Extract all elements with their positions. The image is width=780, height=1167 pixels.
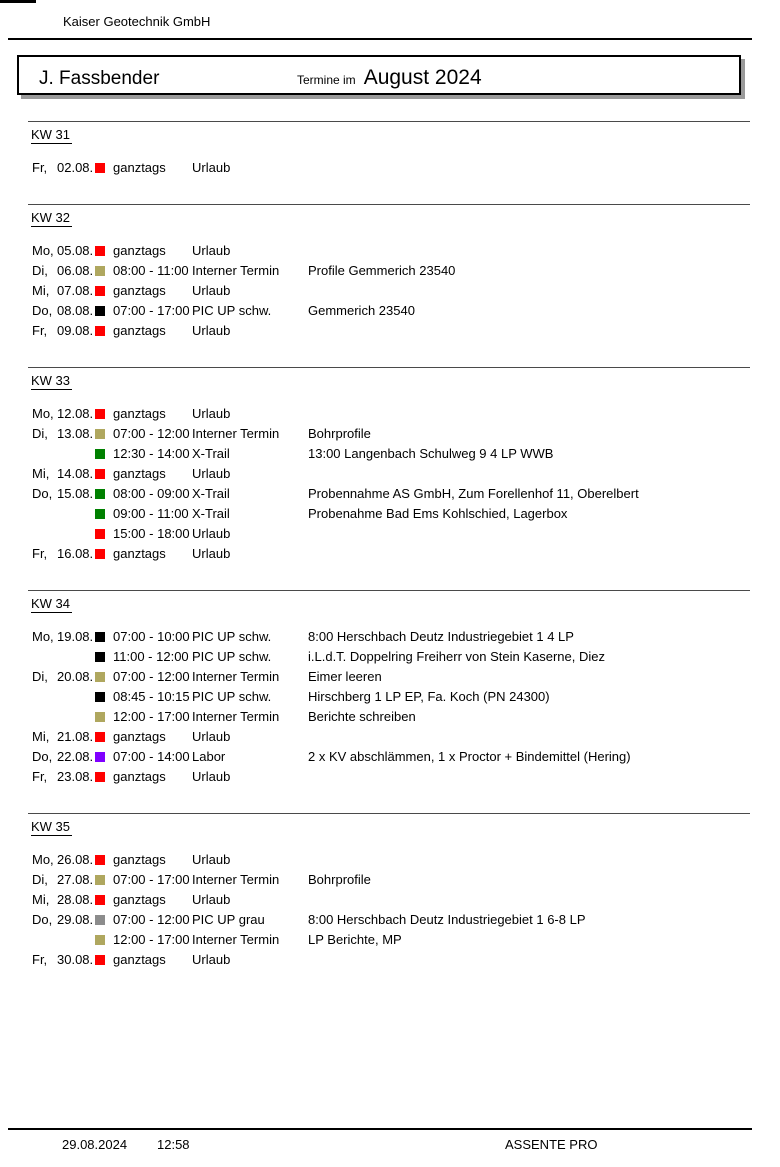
date-cell [57,687,95,707]
appointment-row [32,261,750,281]
day-cell: Di, [32,669,48,684]
type-cell: Urlaub [192,283,231,298]
appointment-row [32,464,750,484]
type-cell: PIC UP grau [192,912,265,927]
type-cell: X-Trail [192,446,230,461]
day-cell: Fr, [32,769,48,784]
description-cell: 13:00 Langenbach Schulweg 9 4 LP WWB [308,446,554,461]
description-cell: Bohrprofile [308,872,371,887]
day-cell: Di, [32,263,48,278]
day-cell [32,524,57,544]
description-cell: Hirschberg 1 LP EP, Fa. Koch (PN 24300) [308,689,550,704]
day-cell [32,930,57,950]
appointment-row [32,404,750,424]
type-cell: Urlaub [192,852,231,867]
category-color-swatch [95,489,105,499]
week-rows [28,404,750,564]
appointment-row [32,747,750,767]
appointment-row [32,930,750,950]
description-cell: LP Berichte, MP [308,932,402,947]
appointment-row [32,950,750,970]
category-color-swatch [95,895,105,905]
appointment-row [32,544,750,564]
description-cell: i.L.d.T. Doppelring Freiherr von Stein Kaserne, Diez [308,649,605,664]
date-cell: 08.08. [57,303,94,318]
type-cell: PIC UP schw. [192,689,272,704]
description-cell [308,727,750,747]
week-rows [28,241,750,341]
appointment-row [32,524,750,544]
time-cell: 09:00 - 11:00 [113,506,189,521]
day-cell: Mi, [32,892,50,907]
date-cell: 13.08. [57,426,94,441]
description-cell [308,241,750,261]
category-color-swatch [95,875,105,885]
day-cell: Mi, [32,283,50,298]
title-month: August 2024 [363,66,482,89]
day-cell [32,647,57,667]
category-color-swatch [95,409,105,419]
category-color-swatch [95,326,105,336]
date-cell: 30.08. [57,952,94,967]
type-cell: Urlaub [192,406,231,421]
time-cell: ganztags [113,243,166,258]
description-cell: Bohrprofile [308,426,371,441]
description-cell: 8:00 Herschbach Deutz Industriegebiet 1 6-8 LP [308,912,586,927]
description-cell [308,524,750,544]
time-cell: 15:00 - 18:00 [113,526,190,541]
type-cell: Interner Termin [192,426,280,441]
day-cell: Di, [32,872,48,887]
category-color-swatch [95,732,105,742]
appointment-row [32,707,750,727]
category-color-swatch [95,692,105,702]
category-color-swatch [95,752,105,762]
day-cell: Do, [32,303,53,318]
week-label: KW 31 [31,127,71,142]
time-cell: ganztags [113,892,166,907]
type-cell: Interner Termin [192,709,280,724]
date-cell: 07.08. [57,283,94,298]
appointment-row [32,890,750,910]
day-cell [32,504,57,524]
company-name: Kaiser Geotechnik GmbH [63,14,211,29]
time-cell: 07:00 - 17:00 [113,872,190,887]
description-cell: Gemmerich 23540 [308,303,415,318]
appointment-row [32,687,750,707]
time-cell: 12:30 - 14:00 [113,446,190,461]
title-prefix: Termine im [297,73,356,87]
description-cell [308,464,750,484]
category-color-swatch [95,935,105,945]
category-color-swatch [95,672,105,682]
time-cell: ganztags [113,160,166,175]
description-cell: 8:00 Herschbach Deutz Industriegebiet 1 4 LP [308,629,574,644]
date-cell: 19.08. [57,629,94,644]
type-cell: Urlaub [192,323,231,338]
category-color-swatch [95,449,105,459]
date-cell: 09.08. [57,323,94,338]
week-section [28,590,750,813]
day-cell: Mo, [32,629,54,644]
date-cell: 15.08. [57,486,94,501]
day-cell: Do, [32,749,53,764]
category-color-swatch [95,246,105,256]
appointment-row [32,850,750,870]
type-cell: Urlaub [192,769,231,784]
week-rows [28,850,750,970]
category-color-swatch [95,955,105,965]
day-cell: Mi, [32,466,50,481]
description-cell: Probenahme Bad Ems Kohlschied, Lagerbox [308,506,568,521]
appointment-row [32,627,750,647]
description-cell [308,404,750,424]
time-cell: ganztags [113,852,166,867]
category-color-swatch [95,529,105,539]
date-cell: 12.08. [57,406,94,421]
type-cell: Urlaub [192,160,231,175]
title-box [17,55,741,95]
weeks [0,121,780,996]
description-cell [308,850,750,870]
date-cell: 27.08. [57,872,94,887]
scan-artifact-top-left [0,0,36,3]
date-cell: 26.08. [57,852,94,867]
time-cell: 07:00 - 17:00 [113,303,190,318]
date-cell: 02.08. [57,160,94,175]
date-cell: 22.08. [57,749,94,764]
description-cell: Berichte schreiben [308,709,416,724]
appointment-row [32,424,750,444]
time-cell: ganztags [113,466,166,481]
category-color-swatch [95,306,105,316]
day-cell: Mo, [32,243,54,258]
time-cell: 08:00 - 09:00 [113,486,190,501]
category-color-swatch [95,652,105,662]
time-cell: 07:00 - 12:00 [113,426,190,441]
type-cell: Interner Termin [192,263,280,278]
week-section [28,121,750,204]
day-cell: Fr, [32,323,48,338]
date-cell: 14.08. [57,466,94,481]
week-rows [28,158,750,178]
week-rows [28,627,750,787]
category-color-swatch [95,163,105,173]
description-cell: Eimer leeren [308,669,382,684]
day-cell: Mi, [32,729,50,744]
date-cell: 06.08. [57,263,94,278]
week-label: KW 32 [31,210,71,225]
date-cell: 28.08. [57,892,94,907]
appointment-row [32,504,750,524]
type-cell: PIC UP schw. [192,649,272,664]
type-cell: PIC UP schw. [192,629,272,644]
time-cell: 07:00 - 12:00 [113,669,190,684]
type-cell: Urlaub [192,243,231,258]
type-cell: Urlaub [192,952,231,967]
day-cell: Di, [32,426,48,441]
type-cell: Urlaub [192,892,231,907]
appointment-row [32,910,750,930]
description-cell [308,890,750,910]
week-label: KW 33 [31,373,71,388]
time-cell: 07:00 - 14:00 [113,749,190,764]
day-cell: Fr, [32,952,48,967]
category-color-swatch [95,772,105,782]
day-cell: Fr, [32,160,48,175]
type-cell: Labor [192,749,226,764]
footer-app-brand: ASSENTE PRO [505,1137,598,1152]
date-cell [57,524,95,544]
appointment-row [32,241,750,261]
description-cell [308,544,750,564]
week-section [28,813,750,996]
date-cell: 05.08. [57,243,94,258]
date-cell [57,930,95,950]
appointment-row [32,484,750,504]
time-cell: ganztags [113,323,166,338]
week-label: KW 35 [31,819,71,834]
day-cell: Do, [32,486,53,501]
date-cell: 16.08. [57,546,94,561]
type-cell: Interner Termin [192,872,280,887]
category-color-swatch [95,266,105,276]
day-cell [32,687,57,707]
day-cell [32,444,57,464]
footer-print-time: 12:58 [157,1137,190,1152]
type-cell: Interner Termin [192,932,280,947]
category-color-swatch [95,286,105,296]
day-cell [32,707,57,727]
header-divider [8,38,752,40]
category-color-swatch [95,429,105,439]
date-cell [57,504,95,524]
person-name: J. Fassbender [39,68,160,89]
appointment-row [32,647,750,667]
time-cell: 08:00 - 11:00 [113,263,189,278]
type-cell: Urlaub [192,466,231,481]
description-cell [308,950,750,970]
appointment-row [32,301,750,321]
type-cell: PIC UP schw. [192,303,272,318]
appointment-row [32,727,750,747]
description-cell: Probennahme AS GmbH, Zum Forellenhof 11, Oberelbert [308,486,639,501]
day-cell: Mo, [32,852,54,867]
time-cell: ganztags [113,952,166,967]
time-cell: 11:00 - 12:00 [113,649,189,664]
week-label: KW 34 [31,596,71,611]
date-cell [57,707,95,727]
time-cell: 07:00 - 12:00 [113,912,190,927]
type-cell: Urlaub [192,546,231,561]
category-color-swatch [95,469,105,479]
day-cell: Do, [32,912,53,927]
date-cell [57,444,95,464]
week-section [28,204,750,367]
description-cell [308,158,750,178]
appointment-row [32,281,750,301]
date-cell: 23.08. [57,769,94,784]
category-color-swatch [95,855,105,865]
appointment-row [32,870,750,890]
description-cell [308,321,750,341]
time-cell: 08:45 - 10:15 [113,689,190,704]
time-cell: 12:00 - 17:00 [113,932,190,947]
description-cell [308,281,750,301]
category-color-swatch [95,712,105,722]
type-cell: X-Trail [192,486,230,501]
appointment-row [32,767,750,787]
page-footer [8,1128,752,1152]
category-color-swatch [95,549,105,559]
appointment-row [32,667,750,687]
time-cell: ganztags [113,729,166,744]
date-cell: 20.08. [57,669,94,684]
time-cell: ganztags [113,406,166,421]
time-cell: ganztags [113,283,166,298]
time-cell: 12:00 - 17:00 [113,709,190,724]
date-cell: 21.08. [57,729,94,744]
time-cell: ganztags [113,546,166,561]
appointment-row [32,321,750,341]
date-cell [57,647,95,667]
description-cell [308,767,750,787]
day-cell: Mo, [32,406,54,421]
time-cell: ganztags [113,769,166,784]
category-color-swatch [95,509,105,519]
type-cell: Urlaub [192,729,231,744]
date-cell: 29.08. [57,912,94,927]
appointment-row [32,444,750,464]
category-color-swatch [95,915,105,925]
week-section [28,367,750,590]
type-cell: Urlaub [192,526,231,541]
footer-print-date: 29.08.2024 [62,1137,128,1152]
description-cell: 2 x KV abschlämmen, 1 x Proctor + Bindemittel (Hering) [308,749,631,764]
category-color-swatch [95,632,105,642]
type-cell: Interner Termin [192,669,280,684]
appointment-row [32,158,750,178]
day-cell: Fr, [32,546,48,561]
type-cell: X-Trail [192,506,230,521]
description-cell: Profile Gemmerich 23540 [308,263,456,278]
time-cell: 07:00 - 10:00 [113,629,190,644]
